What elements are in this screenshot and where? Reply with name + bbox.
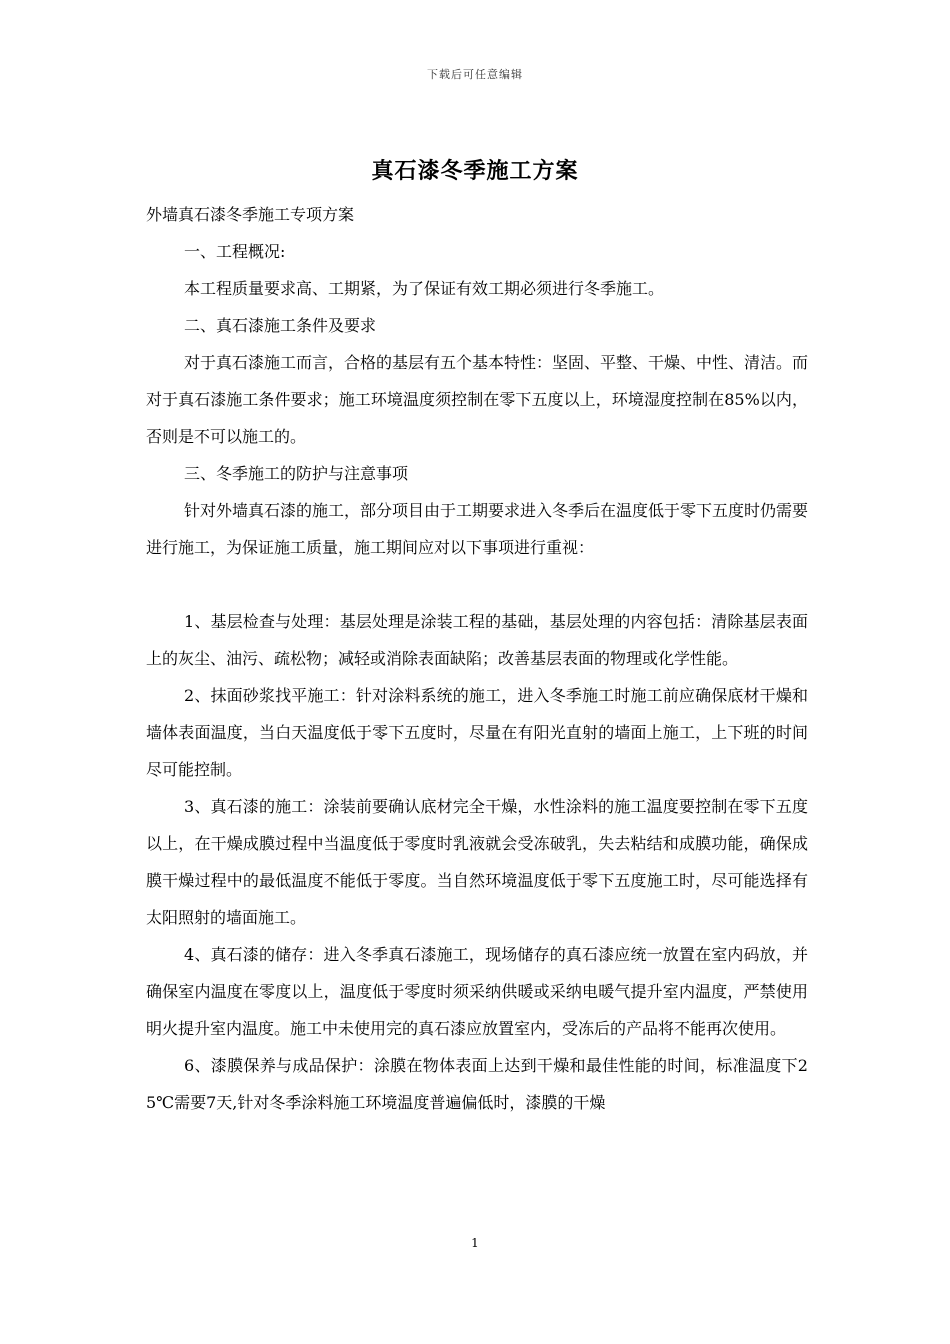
paragraph: 对于真石漆施工而言，合格的基层有五个基本特性：坚固、平整、干燥、中性、清洁。而对于真石漆施工条件要求；施工环境温度须控制在零下五度以上，环境湿度控制在85%以内，否则是不可以施工的。	[146, 353, 809, 446]
document-body	[146, 196, 808, 1121]
list-item: 6、漆膜保养与成品保护：涂膜在物体表面上达到干燥和最佳性能的时间，标准温度下25℃需要7天,针对冬季涂料施工环境温度普遍偏低时，漆膜的干燥	[146, 1056, 808, 1112]
header-note: 下载后可任意编辑	[427, 68, 523, 81]
list-item: 1、基层检查与处理：基层处理是涂装工程的基础，基层处理的内容包括：清除基层表面上的灰尘、油污、疏松物；减轻或消除表面缺陷；改善基层表面的物理或化学性能。	[146, 612, 808, 668]
list-item: 4、真石漆的储存：进入冬季真石漆施工，现场储存的真石漆应统一放置在室内码放，并确保室内温度在零度以上，温度低于零度时须采纳供暖或采纳电暖气提升室内温度，严禁使用明火提升室内温度。施工中未使用完的真石漆应放置室内，受冻后的产品将不能再次使用。	[146, 945, 808, 1038]
document-title: 真石漆冬季施工方案	[371, 158, 579, 184]
document-subtitle: 外墙真石漆冬季施工专项方案	[146, 205, 355, 224]
section-heading: 三、冬季施工的防护与注意事项	[184, 464, 409, 483]
paragraph: 本工程质量要求高、工期紧，为了保证有效工期必须进行冬季施工。	[184, 279, 665, 298]
spacer	[146, 566, 808, 603]
list-item: 2、抹面砂浆找平施工：针对涂料系统的施工，进入冬季施工时施工前应确保底材干燥和墙体表面温度，当白天温度低于零下五度时，尽量在有阳光直射的墙面上施工，上下班的时间尽可能控制。	[146, 686, 808, 779]
paragraph: 针对外墙真石漆的施工，部分项目由于工期要求进入冬季后在温度低于零下五度时仍需要进行施工，为保证施工质量，施工期间应对以下事项进行重视：	[146, 501, 809, 557]
page-number: 1	[471, 1236, 479, 1250]
section-heading: 一、工程概况:	[184, 242, 286, 261]
section-heading: 二、真石漆施工条件及要求	[184, 316, 377, 335]
list-item: 3、真石漆的施工：涂装前要确认底材完全干燥，水性涂料的施工温度要控制在零下五度以上，在干燥成膜过程中当温度低于零度时乳液就会受冻破乳，失去粘结和成膜功能，确保成膜干燥过程中的最低温度不能低于零度。当自然环境温度低于零下五度施工时，尽可能选择有太阳照射的墙面施工。	[146, 797, 808, 927]
